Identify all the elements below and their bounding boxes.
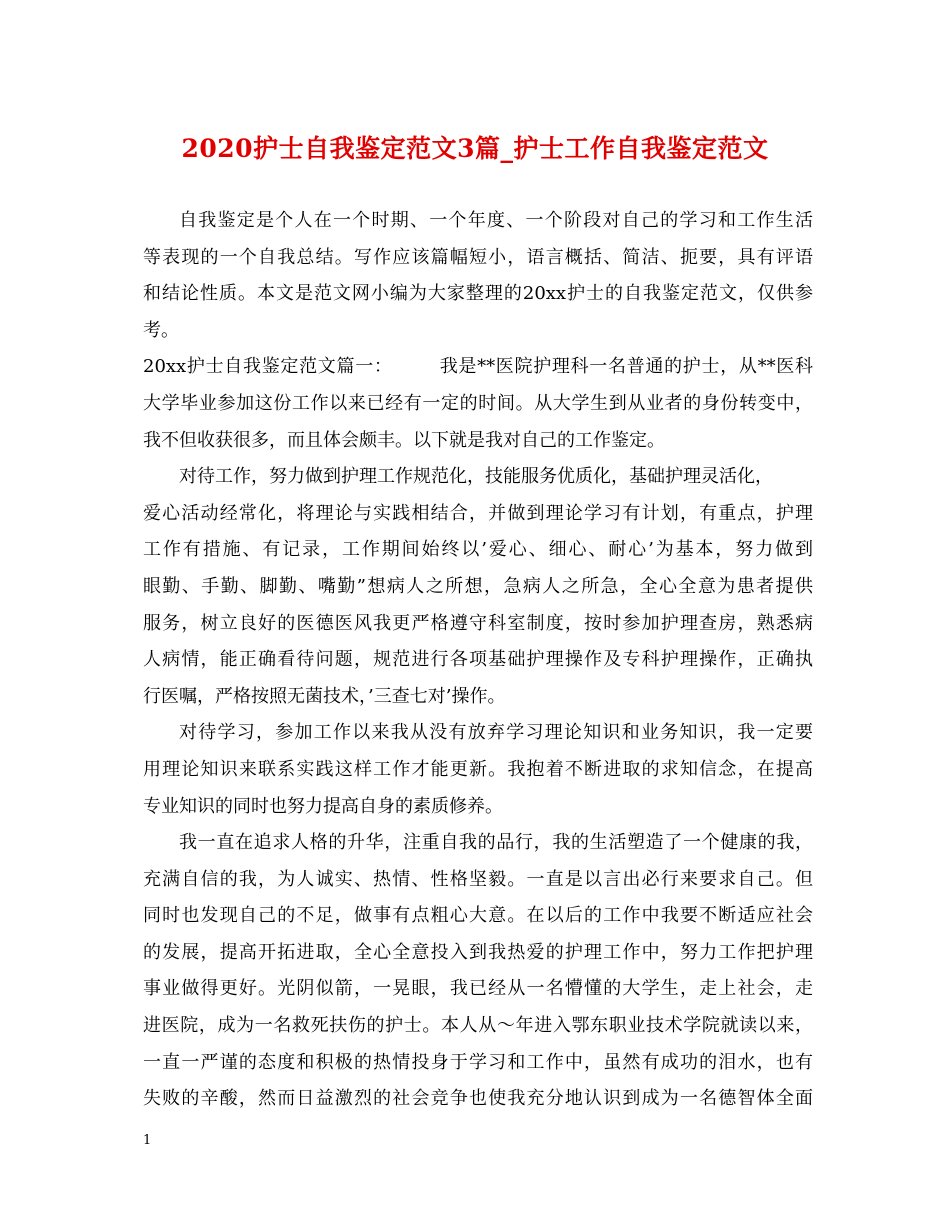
text-line: 失败的辛酸，然而日益激烈的社会竞争也使我充分地认识到成为一名德智体全面 [143, 1088, 813, 1110]
text-line: 等表现的一个自我总结。写作应该篇幅短小，语言概括、简洁、扼要，具有评语 [143, 246, 813, 268]
text-line: 进医院，成为一名救死扶伤的护士。本人从～年进入鄂东职业技术学院就读以来， [143, 1015, 813, 1037]
text-line: 充满自信的我，为人诚实、热情、性格坚毅。一直是以言出必行来要求自己。但 [143, 868, 813, 890]
text-line: 同时也发现自己的不足，做事有点粗心大意。在以后的工作中我要不断适应社会 [143, 905, 813, 927]
text-line: 一直一严谨的态度和积极的热情投身于学习和工作中，虽然有成功的泪水，也有 [143, 1051, 813, 1073]
text-line: 专业知识的同时也努力提高自身的素质修养。 [143, 795, 503, 817]
text-line: 大学毕业参加这份工作以来已经有一定的时间。从大学生到从业者的身份转变中， [143, 392, 813, 414]
text-line: 爱心活动经常化，将理论与实践相结合，并做到理论学习有计划，有重点，护理 [143, 502, 813, 524]
text-line: 自我鉴定是个人在一个时期、一个年度、一个阶段对自己的学习和工作生活 [179, 210, 813, 231]
text-line: 的发展，提高开拓进取，全心全意投入到我热爱的护理工作中，努力工作把护理 [143, 941, 813, 963]
document-body [143, 203, 813, 1118]
text-line: 对待学习，参加工作以来我从没有放弃学习理论知识和业务知识，我一定要 [179, 722, 813, 744]
text-line: 我不但收获很多，而且体会颇丰。以下就是我对自己的工作鉴定。 [143, 429, 665, 451]
text-line: 我一直在追求人格的升华，注重自我的品行，我的生活塑造了一个健康的我， [179, 832, 813, 854]
page-number: 1 [143, 1133, 152, 1148]
text-line: 用理论知识来联系实践这样工作才能更新。我抱着不断进取的求知信念，在提高 [143, 758, 813, 780]
text-line: 对待工作，努力做到护理工作规范化，技能服务优质化，基础护理灵活化， [179, 466, 773, 488]
text-line: 眼勤、手勤、脚勤、嘴勤”想病人之所想，急病人之所急，全心全意为患者提供 [143, 575, 813, 597]
text-line: 考。 [143, 319, 179, 341]
text-line: 行医嘱，严格按照无菌技术，’三查七对’操作。 [143, 685, 506, 707]
text-line: 事业做得更好。光阴似箭，一晃眼，我已经从一名懵懂的大学生，走上社会，走 [143, 978, 813, 1000]
text-line: 20xx护士自我鉴定范文篇一： 我是**医院护理科一名普通的护士，从**医科 [143, 356, 813, 378]
text-line: 和结论性质。本文是范文网小编为大家整理的20xx护士的自我鉴定范文，仅供参 [143, 283, 813, 305]
text-line: 服务，树立良好的医德医风我更严格遵守科室制度，按时参加护理查房，熟悉病 [143, 612, 813, 634]
text-line: 人病情，能正确看待问题，规范进行各项基础护理操作及专科护理操作，正确执 [143, 649, 813, 671]
document-title: 2020护士自我鉴定范文3篇_护士工作自我鉴定范文 [181, 134, 769, 163]
text-line: 工作有措施、有记录，工作期间始终以’爱心、细心、耐心’为基本，努力做到 [143, 539, 813, 561]
